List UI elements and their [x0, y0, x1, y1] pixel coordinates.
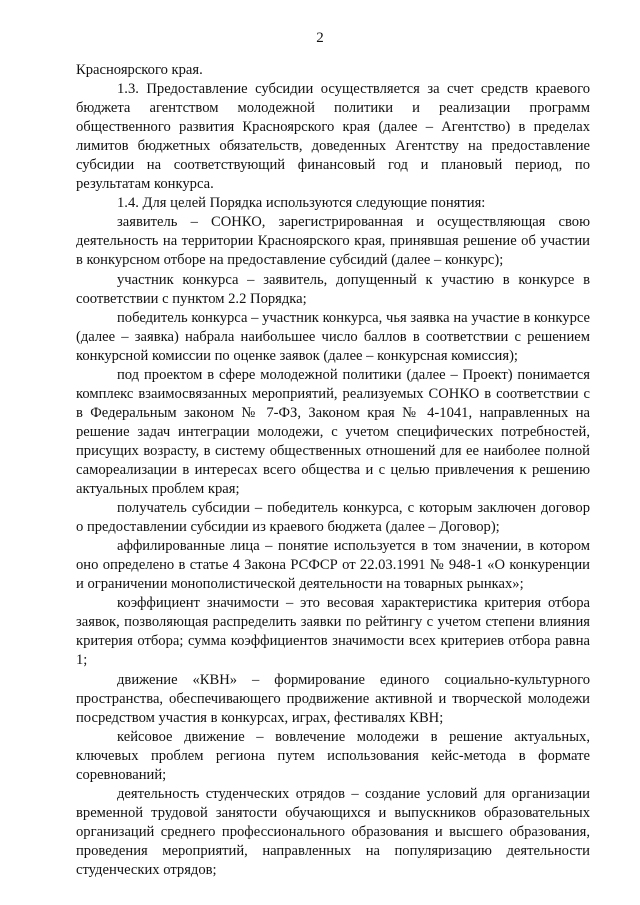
definition-project: под проектом в сфере молодежной политики (далее – Проект) понимается комплекс взаимосвязанных мероприятий, реализуемых СОНКО в соответствии с в Федеральным законом № 7-ФЗ, Законом края № 4-1041, направленных на решение задач интеграции молодежи, с учетом специфических потребностей, присущих возрасту, в систему общественных отношений для ее наиболее полной самореализации в интересах всего общества и с целью привлечения к решению актуальных проблем края; — [76, 366, 590, 498]
document-body — [76, 61, 590, 880]
definition-kvn-movement: движение «КВН» – формирование единого социально-культурного пространства, обеспечивающего продвижение активной и творческой молодежи посредством участия в конкурсах, играх, фестивалях КВН; — [76, 671, 590, 726]
definition-applicant: заявитель – СОНКО, зарегистрированная и осуществляющая свою деятельность на территории Красноярского края, принявшая решение об участии в конкурсном отборе на предоставление субсидий (далее – конкурс); — [76, 214, 590, 269]
definition-contest-participant: участник конкурса – заявитель, допущенный к участию в конкурсе в соответствии с пунктом 2.2 Порядка; — [76, 271, 590, 307]
definition-contest-winner: победитель конкурса – участник конкурса, чья заявка на участие в конкурсе (далее – заявка) набрала наибольшее число баллов в соответствии с решением конкурсной комиссии по оценке заявок (далее – конкурсная комиссия); — [76, 309, 590, 364]
paragraph-1-3-subsidy-funding: 1.3. Предоставление субсидии осуществляется за счет средств краевого бюджета агентством молодежной политики и реализации программ общественного развития Красноярского края (далее – Агентство) в пределах лимитов бюджетных обязательств, доведенных Агентству на предоставление субсидии на соответствующий финансовый год и плановый период, по результатам конкурса. — [76, 81, 590, 193]
definition-significance-coefficient: коэффициент значимости – это весовая характеристика критерия отбора заявок, позволяющая распределить заявки по рейтингу с учетом степени влияния критерия отбора; сумма коэффициентов значимости всех критериев отбора равна 1; — [76, 595, 590, 669]
definition-affiliated-persons: аффилированные лица – понятие используется в том значении, в котором оно определено в статье 4 Закона РСФСР от 22.03.1991 № 948-1 «О конкуренции и ограничении монополистической деятельности на товарных рынках»; — [76, 538, 590, 593]
paragraph-1-4-definitions-intro: 1.4. Для целей Порядка используются следующие понятия: — [117, 195, 486, 212]
definition-case-movement: кейсовое движение – вовлечение молодежи в решение актуальных, ключевых проблем региона путем использования кейс-метода в формате соревнований; — [76, 728, 590, 783]
paragraph-continuation: Красноярского края. — [76, 62, 203, 78]
definition-subsidy-recipient: получатель субсидии – победитель конкурса, с которым заключен договор о предоставлении субсидии из краевого бюджета (далее – Договор); — [76, 500, 590, 536]
page-number: 2 — [316, 30, 324, 46]
definition-student-brigades: деятельность студенческих отрядов – создание условий для организации временной трудовой занятости обучающихся и выпускников образовательных организаций среднего профессионального образования и высшего образования, проведения мероприятий, направленных на популяризацию деятельности студенческих отрядов; — [76, 785, 590, 878]
